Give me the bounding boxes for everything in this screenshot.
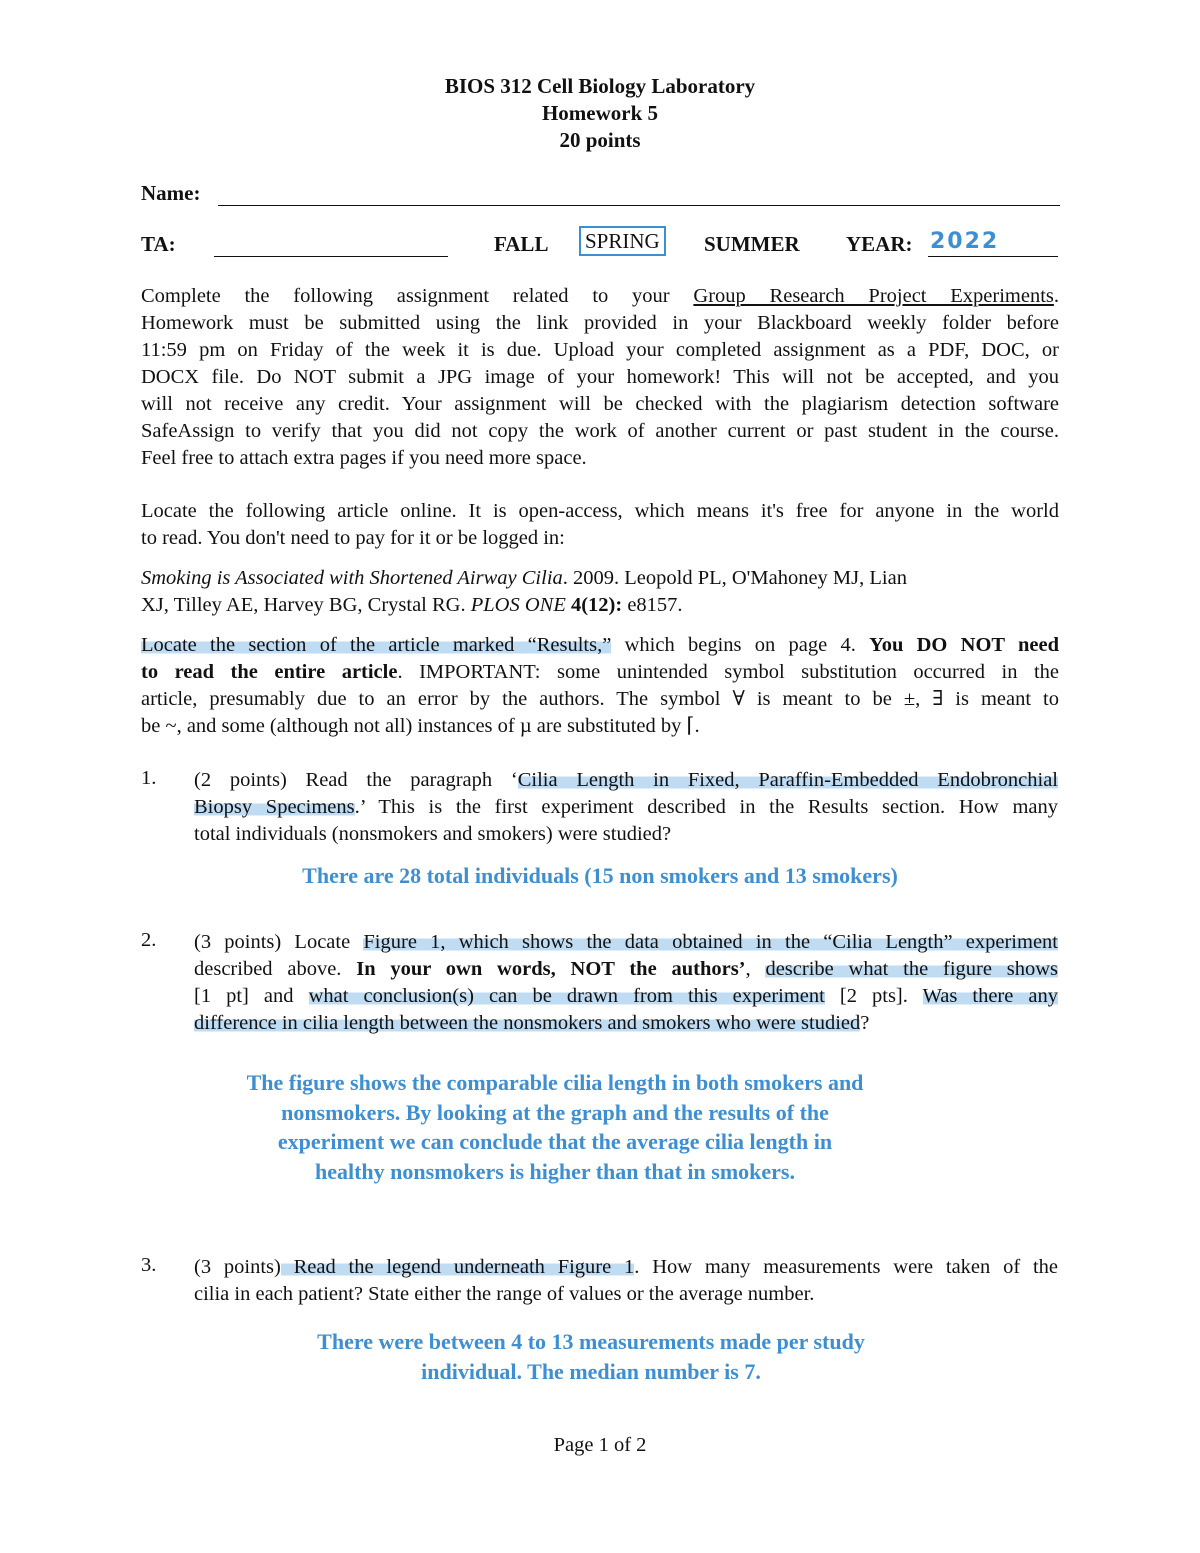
results-note-line: be ~, and some (although not all) instances of µ are substituted by ⌈. <box>141 715 700 737</box>
intro-line: Complete the following assignment related to your Group Research Project Experiments. <box>141 285 1060 307</box>
locate-line: Locate the following article online. It is open-access, which means it's free for anyone in the world <box>141 500 1059 522</box>
answer-line: The figure shows the comparable cilia length in both smokers and <box>246 1070 864 1095</box>
course-title: BIOS 312 Cell Biology Laboratory <box>444 74 756 98</box>
intro-line: will not receive any credit. Your assignment will be checked with the plagiarism detection software <box>141 393 1059 415</box>
semester-fall: FALL <box>494 232 549 256</box>
name-field-line[interactable] <box>218 205 1060 206</box>
highlight: Biopsy Specimens <box>194 796 355 818</box>
highlight: Was there any <box>922 985 1058 1007</box>
answer-line: experiment we can conclude that the average cilia length in <box>277 1129 833 1154</box>
answer-line: individual. The median number is 7. <box>421 1358 761 1384</box>
question-3-text: (3 points) Read the legend underneath Figure 1. How many measurements were taken of the cilia in each patient? State either the range of values or the average number. <box>194 1256 1059 1305</box>
highlight: Cilia Length in Fixed, Paraffin-Embedded Endobronchial <box>517 769 1058 791</box>
answer-line: healthy nonsmokers is higher than that in smokers. <box>314 1158 795 1184</box>
question-1-number: 1. <box>141 767 157 789</box>
locate-paragraph <box>141 498 1059 552</box>
locate-line: to read. You don't need to pay for it or be logged in: <box>141 527 565 549</box>
answer-2 <box>0 1068 1200 1186</box>
question-2-text: (3 points) Locate Figure 1, which shows the data obtained in the “Cilia Length” experiment described above. In your own words, NOT the authors’, describe what the figure shows [1 pt] and what conclusion(s) can be drawn from this experiment [2 pts]. Was there any difference in cilia length between the nonsmokers and smokers who were studied? <box>194 931 1059 1034</box>
year-value: 2022 <box>930 229 1000 254</box>
highlight: describe what the figure shows <box>765 958 1059 980</box>
answer-line: There were between 4 to 13 measurements made per study <box>317 1329 865 1354</box>
highlight: Figure 1, which shows the data obtained in the “Cilia Length” experiment <box>363 931 1058 953</box>
highlight: what conclusion(s) can be drawn from this experiment <box>308 985 825 1007</box>
highlight: difference in cilia length between the nonsmokers and smokers who were studied <box>194 1012 861 1034</box>
results-note-line: article, presumably due to an error by the authors. The symbol ∀ is meant to be ±, ∃ is meant to <box>141 688 1059 710</box>
results-note: Locate the section of the article marked “Results,” which begins on page 4. You DO NOT need to read the entire article. IMPORTANT: some unintended symbol substitution occurred in the article, presumably due to an error by the authors. The symbol ∀ is meant to be ±, ∃ is meant to be ~, and some (although not all) instances of µ are substituted by ⌈. <box>141 632 1059 740</box>
citation: Smoking is Associated with Shortened Airway Cilia. 2009. Leopold PL, O'Mahoney MJ, Lian XJ, Tilley AE, Harvey BG, Crystal RG. PLOS ONE 4(12): e8157. <box>141 567 907 616</box>
question-2-number: 2. <box>141 929 157 951</box>
highlight: Read the legend underneath Figure 1 <box>280 1256 635 1278</box>
intro-line: SafeAssign to verify that you did not copy the work of another current or past student in the course. <box>141 420 1059 442</box>
page-number: Page 1 of 2 <box>553 1434 647 1456</box>
article-title: Smoking is Associated with Shortened Airway Cilia <box>141 567 563 589</box>
answer-3 <box>0 1327 1200 1386</box>
answer-1: There are 28 total individuals (15 non smokers and 13 smokers) <box>302 863 898 888</box>
intro-line: Feel free to attach extra pages if you need more space. <box>141 447 587 469</box>
year-field-line <box>928 256 1058 257</box>
journal-name: PLOS ONE <box>470 594 566 616</box>
ta-field-line[interactable] <box>214 256 448 257</box>
points-total: 20 points <box>559 128 641 152</box>
year-label: YEAR: <box>846 232 913 256</box>
intro-line: 11:59 pm on Friday of the week it is due. Upload your completed assignment as a PDF, DOC, or <box>141 339 1059 361</box>
answer-line: nonsmokers. By looking at the graph and the results of the <box>281 1099 829 1125</box>
intro-line: Homework must be submitted using the link provided in your Blackboard weekly folder before <box>141 312 1059 334</box>
semester-summer: SUMMER <box>704 232 800 256</box>
ta-label: TA: <box>141 232 176 256</box>
homework-title: Homework 5 <box>541 101 659 125</box>
question-3-number: 3. <box>141 1254 157 1276</box>
document-header <box>0 73 1200 154</box>
intro-paragraph <box>141 283 1059 472</box>
intro-line: DOCX file. Do NOT submit a JPG image of your homework! This will not be accepted, and you <box>141 366 1059 388</box>
semester-spring-selected: SPRING <box>579 226 666 256</box>
name-label: Name: <box>141 181 201 205</box>
group-project-link: Group Research Project Experiments <box>693 285 1054 307</box>
highlight: Locate the section of the article marked “Results,” <box>141 634 612 656</box>
question-1-text: (2 points) Read the paragraph ‘Cilia Length in Fixed, Paraffin-Embedded Endobronchial Biopsy Specimens.’ This is the first experiment described in the Results section. How many total individuals (nonsmokers and smokers) were studied? <box>194 769 1058 845</box>
